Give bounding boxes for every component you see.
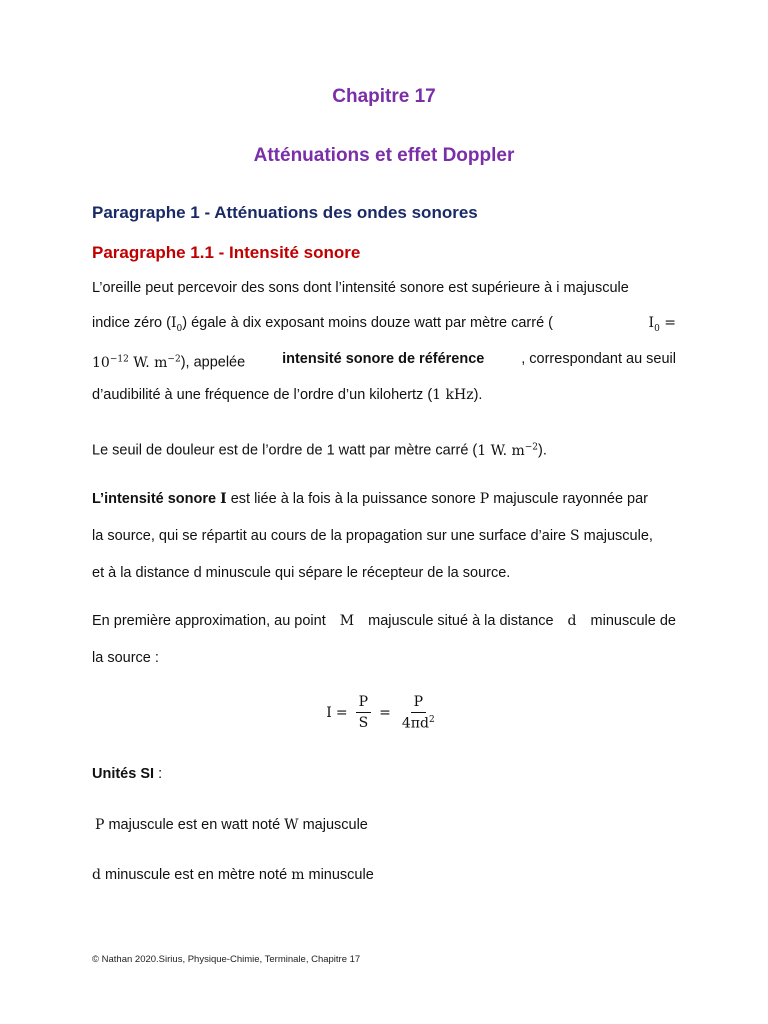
unit-line-distance: d minuscule est en mètre noté m minuscule [92, 867, 374, 883]
section-heading: Paragraphe 1 - Atténuations des ondes sonores [92, 203, 478, 222]
chapter-number: Chapitre 17 [332, 86, 436, 107]
paragraph-2: Le seuil de douleur est de l’ordre de 1 watt par mètre carré (1 W. $m^{-2}$). [92, 442, 547, 459]
units-heading: Unités SI : [92, 766, 163, 782]
paragraph-1-line-3: $10^{-12}$ W. $m^{-2}$), appelée intensité sonore de référence , correspondant au seuil [92, 351, 676, 371]
paragraph-3-line-3: et à la distance d minuscule qui sépare le récepteur de la source. [92, 565, 511, 581]
paragraph-1-line-2: indice zéro $(I_0)$ égale à dix exposant moins douze watt par mètre carré ( $I_0$ = [92, 315, 676, 334]
reference-intensity-term: intensité sonore de référence [282, 351, 485, 367]
fraction-p-over-4pid2: $\frac{P}{4\pi d^2}$ [401, 694, 435, 732]
page-footer: © Nathan 2020.Sirius, Physique-Chimie, Terminale, Chapitre 17 [92, 954, 361, 965]
paragraph-3-line-2: la source, qui se répartit au cours de la propagation sur une surface d’aire S majuscule, [92, 528, 653, 544]
chapter-title: Atténuations et effet Doppler [253, 145, 515, 166]
paragraph-1-line-1: L’oreille peut percevoir des sons dont l’intensité sonore est supérieure à i majuscule [92, 280, 629, 296]
paragraph-4-line-2: la source : [92, 650, 159, 666]
unit-line-power: P majuscule est en watt noté W majuscule [95, 817, 368, 833]
paragraph-1-line-4: d’audibilité à une fréquence de l’ordre d’un kilohertz (1 kHz). [92, 387, 483, 403]
paragraph-4-line-1: En première approximation, au point M majuscule situé à la distance d minuscule de [92, 613, 676, 629]
intensity-formula: I = $\frac{P}{S}$ = $\frac{P}{4\pi d^2}$ [0, 694, 768, 732]
subsection-heading: Paragraphe 1.1 - Intensité sonore [92, 243, 361, 262]
fraction-p-over-s: $\frac{P}{S}$ [356, 694, 372, 731]
paragraph-3-line-1: L’intensité sonore I est liée à la fois à la puissance sonore P majuscule rayonnée par [92, 491, 649, 507]
